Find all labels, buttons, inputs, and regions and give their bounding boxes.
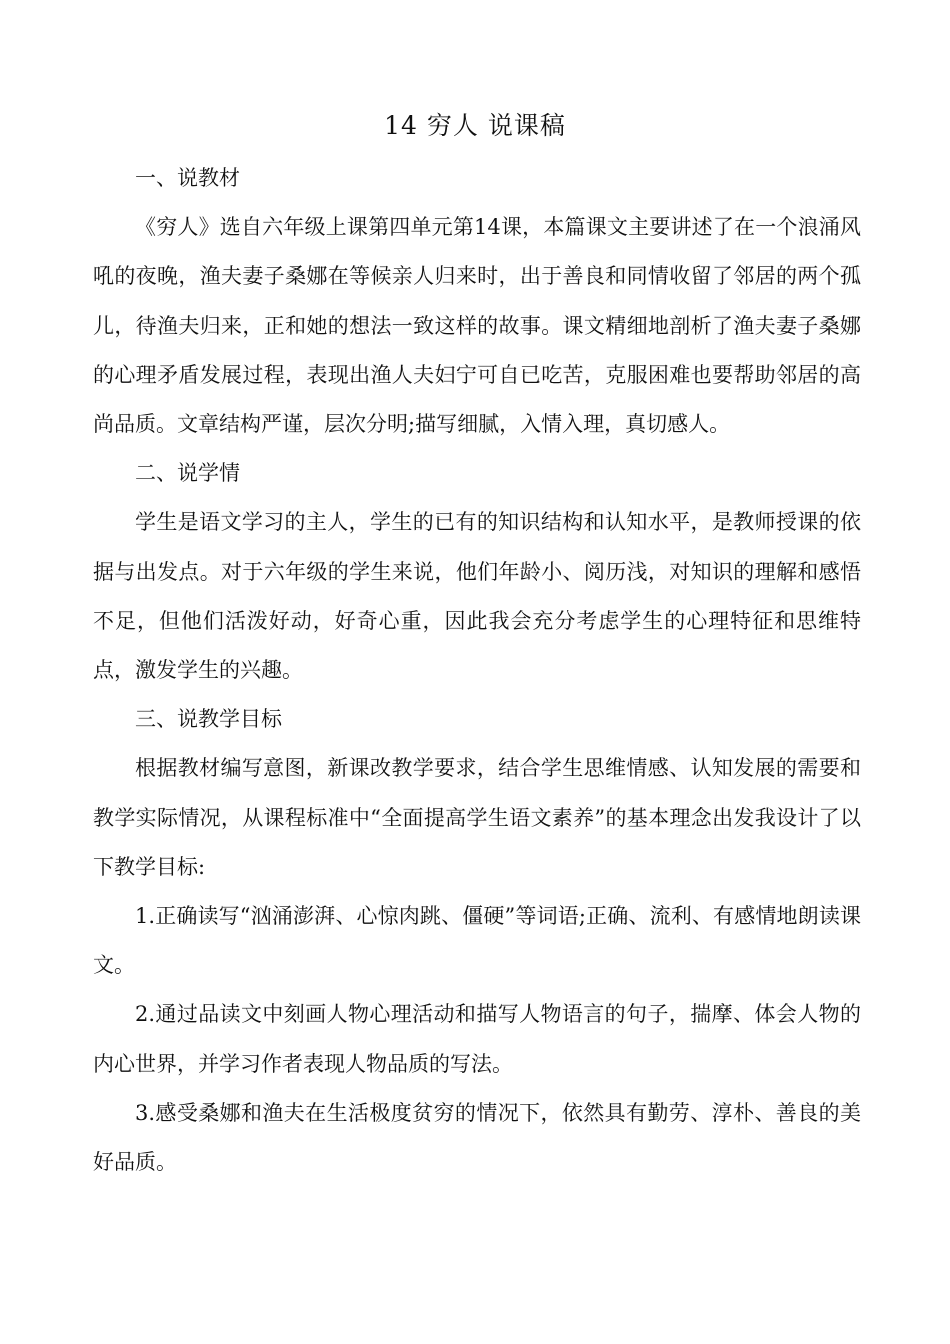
paragraph-goals-intro: 根据教材编写意图，新课改教学要求，结合学生思维情感、认知发展的需要和教学实际情况，从课程标准中“全面提高学生语文素养”的基本理念出发我设计了以下教学目标: xyxy=(93,756,861,879)
document-title: 14 穷人 说课稿 xyxy=(384,111,566,140)
paragraph-students: 学生是语文学习的主人，学生的已有的知识结构和认知水平，是教师授课的依据与出发点。对于六年级的学生来说，他们年龄小、阅历浅，对知识的理解和感悟不足，但他们活泼好动，好奇心重，因此我会充分考虑学生的心理特征和思维特点，激发学生的兴趣。 xyxy=(93,510,861,683)
section-heading-students: 二、说学情 xyxy=(135,461,240,486)
section-heading-textbook: 一、说教材 xyxy=(135,166,240,190)
goal-item-1: 1.正确读写“汹涌澎湃、心惊肉跳、僵硬”等词语;正确、流利、有感情地朗读课文。 xyxy=(93,904,861,978)
paragraph-textbook: 《穷人》选自六年级上课第四单元第14课，本篇课文主要讲述了在一个浪涌风吼的夜晚，渔夫妻子桑娜在等候亲人归来时，出于善良和同情收留了邻居的两个孤儿，待渔夫归来，正和她的想法一致这样的故事。课文精细地剖析了渔夫妻子桑娜的心理矛盾发展过程，表现出渔人夫妇宁可自已吃苦，克服困难也要帮助邻居的高尚品质。文章结构严谨，层次分明;描写细腻，入情入理，真切感人。 xyxy=(93,215,861,437)
goal-item-2: 2.通过品读文中刻画人物心理活动和描写人物语言的句子，揣摩、体会人物的内心世界，并学习作者表现人物品质的写法。 xyxy=(93,1002,861,1076)
goal-item-3: 3.感受桑娜和渔夫在生活极度贫穷的情况下，依然具有勤劳、淳朴、善良的美好品质。 xyxy=(93,1100,861,1175)
section-heading-goals: 三、说教学目标 xyxy=(135,707,282,732)
document-body xyxy=(93,154,861,1187)
